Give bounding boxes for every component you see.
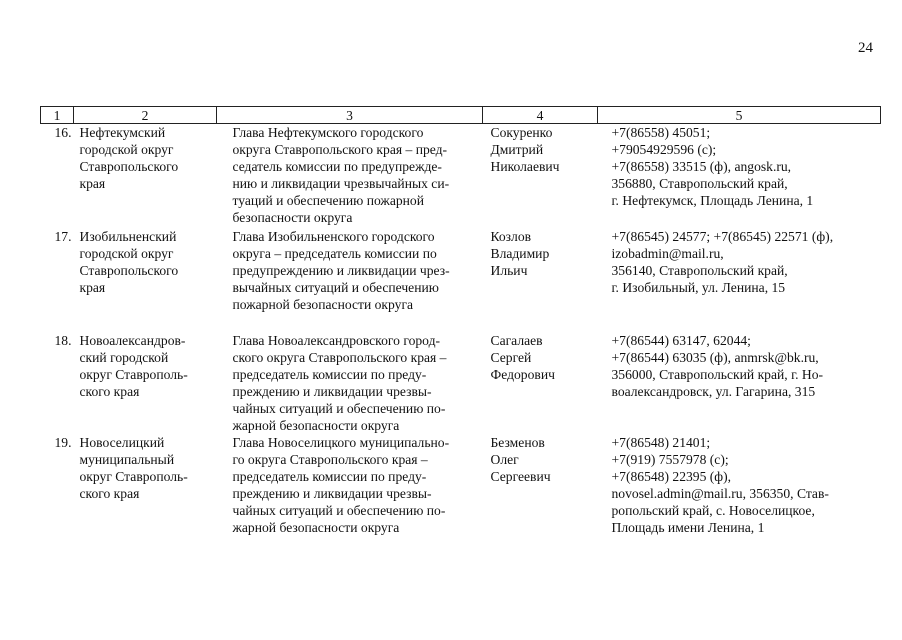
area-name-line: городской округ <box>79 246 174 261</box>
area-name-line: ского края <box>79 384 140 399</box>
position-title-cell <box>217 434 483 536</box>
area-name-line: ского края <box>79 486 140 501</box>
table-header <box>41 107 881 124</box>
table-body <box>41 124 881 537</box>
contact-info-cell <box>598 228 881 332</box>
position-title-line: жарной безопасности округа <box>232 418 400 433</box>
contact-info-line: +7(86548) 22395 (ф), <box>611 469 732 484</box>
position-title-line: чайных ситуаций и обеспечению по- <box>232 503 446 518</box>
position-title-line: председатель комиссии по преду- <box>232 367 427 382</box>
person-name-line: Сагалаев <box>490 333 543 348</box>
contact-info-line: +7(919) 7557978 (с); <box>611 452 729 467</box>
contact-info-line: +7(86558) 33515 (ф), angosk.ru, <box>611 159 792 174</box>
person-name-line: Сергей <box>490 350 532 365</box>
row-number: 16. <box>54 125 72 140</box>
contact-info-line: воалександровск, ул. Гагарина, 315 <box>611 384 816 399</box>
position-title-line: го округа Ставропольского края – <box>232 452 428 467</box>
person-name-line: Федорович <box>490 367 555 382</box>
person-name-line: Николаевич <box>490 159 560 174</box>
position-title-line: вычайных ситуаций и обеспечению <box>232 280 439 295</box>
position-title-line: ского округа Ставропольского края – <box>232 350 447 365</box>
area-name-line: округ Ставрополь- <box>79 469 188 484</box>
position-title-line: безопасности округа <box>232 210 353 225</box>
position-title-line: преждению и ликвидации чрезвы- <box>232 384 432 399</box>
position-title-line: жарной безопасности округа <box>232 520 400 535</box>
column-header: 3 <box>217 107 483 124</box>
contact-info-line: г. Изобильный, ул. Ленина, 15 <box>611 280 786 295</box>
area-name-line: края <box>79 176 106 191</box>
area-name-line: Ставропольского <box>79 263 179 278</box>
position-title-line: округа Ставропольского края – пред- <box>232 142 448 157</box>
person-name-line: Дмитрий <box>490 142 544 157</box>
area-name-line: ский городской <box>79 350 169 365</box>
person-name-line: Козлов <box>490 229 532 244</box>
position-title-line: Глава Изобильненского городского <box>232 229 435 244</box>
header-row <box>41 107 881 124</box>
contact-info-line: г. Нефтекумск, Площадь Ленина, 1 <box>611 193 814 208</box>
area-name-cell <box>74 434 217 536</box>
column-header: 2 <box>74 107 217 124</box>
contact-info-line: 356140, Ставропольский край, <box>611 263 788 278</box>
table-row <box>41 434 881 536</box>
contact-info-line: +7(86544) 63035 (ф), anmrsk@bk.ru, <box>611 350 819 365</box>
position-title-line: пожарной безопасности округа <box>232 297 414 312</box>
position-title-line: чайных ситуаций и обеспечению по- <box>232 401 446 416</box>
position-title-line: Глава Новоалександровского город- <box>232 333 441 348</box>
position-title-line: председатель комиссии по преду- <box>232 469 427 484</box>
contact-info-line: 356880, Ставропольский край, <box>611 176 788 191</box>
position-title-line: туаций и обеспечению пожарной <box>232 193 424 208</box>
area-name-line: городской округ <box>79 142 174 157</box>
contact-info-cell <box>598 434 881 536</box>
area-name-cell <box>74 228 217 332</box>
row-number: 19. <box>54 435 72 450</box>
table-row <box>41 332 881 434</box>
area-name-line: Ставропольского <box>79 159 179 174</box>
position-title-line: нию и ликвидации чрезвычайных си- <box>232 176 450 191</box>
contact-info-line: 356000, Ставропольский край, г. Но- <box>611 367 824 382</box>
person-name-cell <box>483 332 598 434</box>
table-row <box>41 228 881 332</box>
person-name-cell <box>483 434 598 536</box>
person-name-line: Владимир <box>490 246 550 261</box>
position-title-line: седатель комиссии по предупрежде- <box>232 159 442 174</box>
area-name-line: Нефтекумский <box>79 125 166 140</box>
row-number: 17. <box>54 229 72 244</box>
person-name-line: Ильич <box>490 263 528 278</box>
area-name-line: округ Ставрополь- <box>79 367 188 382</box>
position-title-line: Глава Нефтекумского городского <box>232 125 424 140</box>
contact-info-line: +7(86548) 21401; <box>611 435 711 450</box>
contact-info-line: +7(86544) 63147, 62044; <box>611 333 751 348</box>
area-name-cell <box>74 332 217 434</box>
position-title-line: предупреждению и ликвидации чрез- <box>232 263 450 278</box>
position-title-cell <box>217 332 483 434</box>
contact-info-line: izobadmin@mail.ru, <box>611 246 724 261</box>
contact-info-line: +7(86545) 24577; +7(86545) 22571 (ф), <box>611 229 834 244</box>
area-name-line: муниципальный <box>79 452 175 467</box>
column-header: 5 <box>598 107 881 124</box>
person-name-cell <box>483 228 598 332</box>
area-name-line: края <box>79 280 106 295</box>
contact-info-line: Площадь имени Ленина, 1 <box>611 520 765 535</box>
contact-info-cell <box>598 124 881 229</box>
person-name-line: Безменов <box>490 435 545 450</box>
person-name-line: Сокуренко <box>490 125 553 140</box>
area-name-line: Новоалександров- <box>79 333 186 348</box>
person-name-line: Олег <box>490 452 519 467</box>
contact-info-cell <box>598 332 881 434</box>
row-number: 18. <box>54 333 72 348</box>
position-title-line: преждению и ликвидации чрезвы- <box>232 486 432 501</box>
area-name-line: Новоселицкий <box>79 435 165 450</box>
contact-info-line: +7(86558) 45051; <box>611 125 711 140</box>
contact-info-line: +79054929596 (с); <box>611 142 717 157</box>
column-header: 4 <box>483 107 598 124</box>
person-name-cell <box>483 124 598 229</box>
table-row <box>41 124 881 229</box>
page-number: 24 <box>858 40 873 56</box>
position-title-cell <box>217 228 483 332</box>
position-title-cell <box>217 124 483 229</box>
column-header: 1 <box>41 107 74 124</box>
position-title-line: Глава Новоселицкого муниципально- <box>232 435 450 450</box>
contacts-table <box>40 106 881 536</box>
contact-info-line: novosel.admin@mail.ru, 356350, Став- <box>611 486 829 501</box>
person-name-line: Сергеевич <box>490 469 551 484</box>
position-title-line: округа – председатель комиссии по <box>232 246 437 261</box>
contact-info-line: ропольский край, с. Новоселицкое, <box>611 503 815 518</box>
area-name-cell <box>74 124 217 229</box>
area-name-line: Изобильненский <box>79 229 177 244</box>
